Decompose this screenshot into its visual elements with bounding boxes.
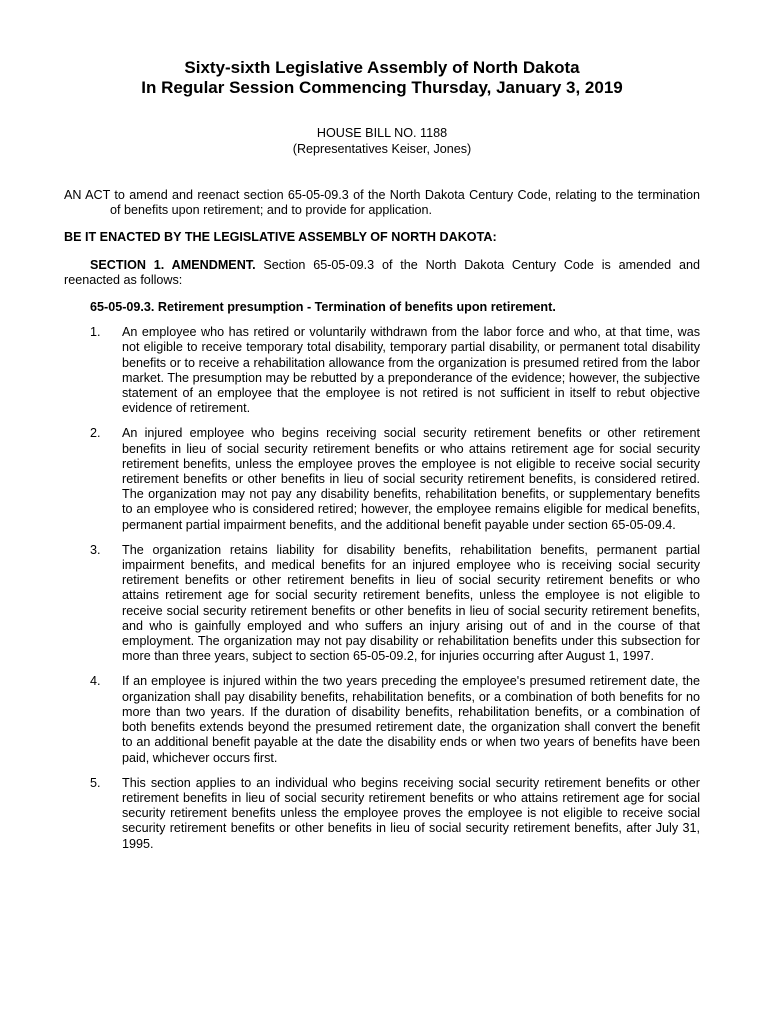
subsection-text: An employee who has retired or voluntarily withdrawn from the labor force and who, at that time, was not eligible to receive temporary total disability, temporary partial disability, or permanent total disability benefits or to receive a rehabilitation allowance from the organization is presumed retired from the labor market. The presumption may be rebutted by a preponderance of the evidence; however, the subjective statement of an employee that the employee is not retired is not sufficient in itself to rebut objective evidence of retirement.	[122, 325, 700, 416]
subsection-item	[64, 674, 700, 765]
bill-info	[64, 125, 700, 157]
subsection-text: The organization retains liability for disability benefits, rehabilitation benefits, permanent partial impairment benefits, and medical benefits for an injured employee who is receiving social security retirement benefits or other retirement benefits in lieu of social security retirement benefits or who attains retirement age for social security retirement benefits, unless the employee is not eligible to receive social security retirement benefits or other benefits in lieu of social security retirement benefits, and who is gainfully employed and who suffers an injury arising out of and in the course of that employment. The organization may not pay disability or rehabilitation benefits under this subsection for more than three years, subject to section 65-05-09.2, for injuries occurring after August 1, 1997.	[122, 542, 700, 664]
assembly-title: Sixty-sixth Legislative Assembly of North Dakota	[184, 58, 580, 77]
subsection-number: 5.	[90, 775, 101, 790]
session-title: In Regular Session Commencing Thursday, January 3, 2019	[141, 78, 623, 97]
section-1-text: Section 65-05-09.3 of the North Dakota Century Code is amended and reenacted as follows:	[64, 257, 700, 287]
subsection-text: An injured employee who begins receiving social security retirement benefits or other retirement benefits in lieu of social security retirement benefits or who attains retirement age for social security retirement benefits, unless the employee proves the employee is not eligible to receive social security retirement benefits or other benefits in lieu of social security retirement benefits, is considered retired. The organization may not pay any disability benefits, rehabilitation benefits, or supplementary benefits to an employee who is considered retired; however, the employee remains eligible for medical benefits, permanent partial impairment benefits, and the additional benefit payable under section 65-05-09.4.	[122, 426, 700, 532]
subsection-number: 2.	[90, 426, 101, 441]
subsection-number: 1.	[90, 325, 101, 340]
subsection-number: 4.	[90, 674, 101, 689]
subsection-text: This section applies to an individual who begins receiving social security retirement benefits or other retirement benefits in lieu of social security retirement benefits or who attains retirement age for social security retirement benefits unless the employee proves the employee is not eligible to receive social security retirement benefits or other benefits in lieu of social security retirement benefits, after July 31, 1995.	[122, 775, 700, 851]
section-1-label: SECTION 1. AMENDMENT.	[90, 257, 256, 272]
subsection-item	[64, 325, 700, 416]
enacting-clause: BE IT ENACTED BY THE LEGISLATIVE ASSEMBLY OF NORTH DAKOTA:	[64, 230, 497, 245]
section-1-paragraph	[64, 258, 700, 288]
subsection-number: 3.	[90, 542, 101, 557]
subsection-text: If an employee is injured within the two years preceding the employee's presumed retirement date, the organization shall pay disability benefits, rehabilitation benefits, or a combination of both benefits for no more than two years. If the duration of disability benefits, rehabilitation benefits, or a combination of both benefits extends beyond the presumed retirement date, the organization shall convert the benefit to an additional benefit payable at the date the disability ends or when two years of benefits have been paid, whichever occurs first.	[122, 674, 700, 765]
document-page	[64, 58, 700, 862]
subsection-item	[64, 426, 700, 532]
statute-heading: 65-05-09.3. Retirement presumption - Termination of benefits upon retirement.	[90, 300, 556, 315]
bill-number: HOUSE BILL NO. 1188	[316, 126, 448, 140]
subsection-list	[64, 325, 700, 852]
bill-sponsors: (Representatives Keiser, Jones)	[292, 142, 472, 156]
subsection-item	[64, 776, 700, 852]
act-text: AN ACT to amend and reenact section 65-05-09.3 of the North Dakota Century Code, relating to the termination of benefits upon retirement; and to provide for application.	[64, 188, 700, 218]
subsection-item	[64, 543, 700, 665]
